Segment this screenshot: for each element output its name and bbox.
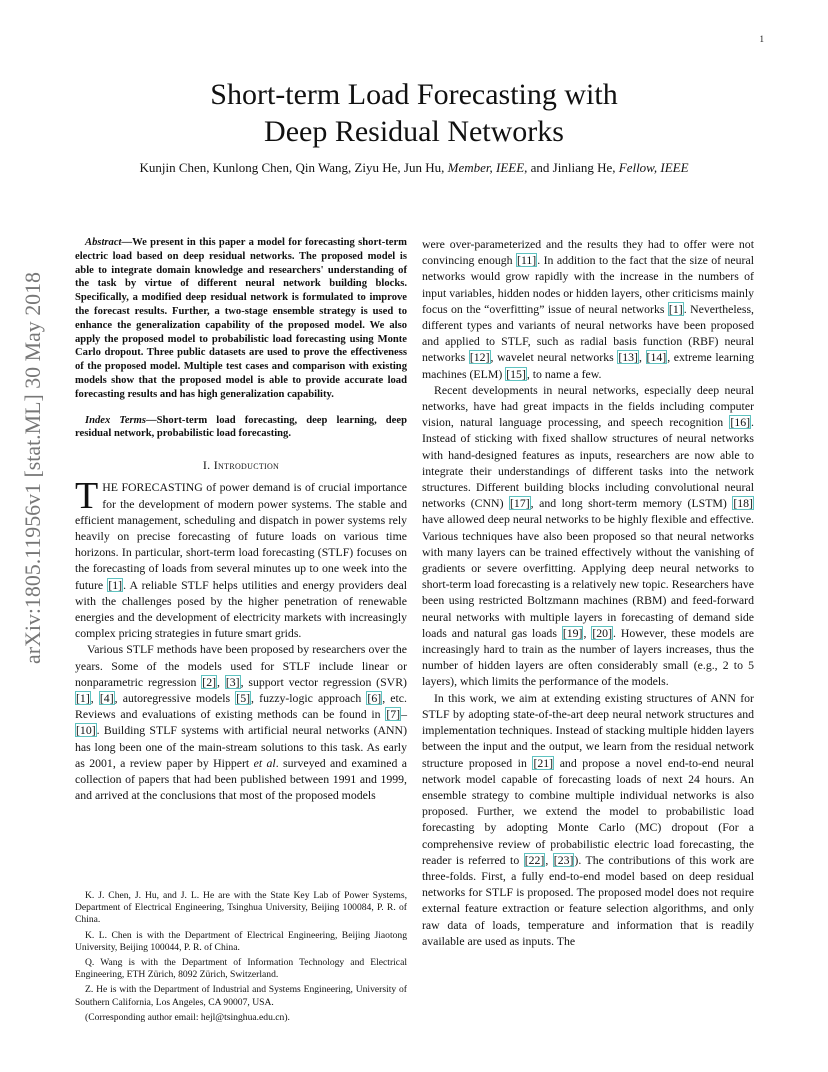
intro-paragraph-2 xyxy=(75,641,407,803)
drop-cap: T xyxy=(75,475,99,518)
citation-link[interactable]: [2] xyxy=(202,674,217,689)
text: In this work, we aim at extending existing structures of ANN for STLF by adopting state-of-the-art deep neural network structures and implementation techniques. Instead of stacking multiple hidden layers between the input and the output, we learn from the residual network structure proposed in xyxy=(422,690,754,770)
footnotes xyxy=(75,890,407,1027)
citation-link[interactable]: [1] xyxy=(668,301,683,316)
footnote-4: Z. He is with the Department of Industrial and Systems Engineering, University of Southern California, Los Angeles, CA 90007, USA. xyxy=(75,984,407,1008)
arxiv-sidebar xyxy=(14,270,48,666)
index-terms-label: Index Terms xyxy=(85,414,147,426)
text: , and long short-term memory (LSTM) xyxy=(530,496,733,511)
citation-link[interactable]: [4] xyxy=(99,691,114,705)
text: , xyxy=(583,625,592,640)
intro-caps: HE FORECASTING xyxy=(102,480,203,495)
citation-link[interactable]: [15] xyxy=(506,366,526,381)
abstract xyxy=(75,236,407,402)
page-number: 1 xyxy=(759,34,764,44)
citation-link[interactable]: [3] xyxy=(225,674,240,689)
text: Various STLF methods have been proposed by researchers over the years. Some of the models used for STLF include linear or nonparametric regression xyxy=(75,642,407,689)
text: , xyxy=(217,674,225,689)
text: Recent developments in neural networks, especially deep neural networks, have had great impacts in the fields including computer vision, natural language processing, and speech recognition xyxy=(422,382,754,430)
left-column xyxy=(75,236,407,803)
citation-link[interactable]: [13] xyxy=(618,350,638,365)
text: . Nevertheless, different types and variants of neural networks have been proposed and applied to STLF, such as radial basis function (RBF) neural networks xyxy=(422,301,754,365)
text: . Building STLF systems with artificial neural networks (ANN) has long been one of the main-stream solutions to this task. As early as 2001, a review paper by Hippert xyxy=(75,723,407,770)
text: of power demand is of crucial importance for the development of modern power systems. The stable and efficient management, scheduling and dispatch in power systems rely heavily on precise forecasting of future loads on various time horizons. In particular, short-term load forecasting (STLF) focuses on the forecasting of loads from several minutes up to one week into the future xyxy=(75,480,407,592)
citation-link[interactable]: [22] xyxy=(524,852,545,867)
text: . Instead of sticking with fixed shallow structures of neural networks with hand-designed features as inputs, researchers are now able to integrate their understandings of different tasks into the network structures. Different building blocks including convolutional neural networks (CNN) xyxy=(422,415,754,511)
footnote-2: K. L. Chen is with the Department of Electrical Engineering, Beijing Jiaotong University, Beijing 100044, P. R. of China. xyxy=(75,929,407,953)
title-line-1: Short-term Load Forecasting with xyxy=(210,78,618,111)
citation-link[interactable]: [17] xyxy=(510,496,530,511)
text: , xyxy=(90,691,99,705)
citation-link[interactable]: [23] xyxy=(553,852,574,867)
text: – xyxy=(401,707,407,722)
text: , etc. Reviews and evaluations of existing methods can be found in xyxy=(75,691,407,722)
citation-link[interactable]: [10] xyxy=(76,723,96,738)
text: , extreme learning machines (ELM) xyxy=(422,350,754,381)
member-ieee: Member, IEEE xyxy=(447,160,525,175)
arxiv-identifier: arXiv:1805.11956v1 [stat.ML] 30 May 2018 xyxy=(20,270,45,664)
citation-link[interactable]: [11] xyxy=(517,253,537,268)
footnote-1: K. J. Chen, J. Hu, and J. L. He are with the State Key Lab of Power Systems, Department of Electrical Engineering, Tsinghua University, Beijing 100084, P. R. of China. xyxy=(75,890,407,926)
footnote-3: Q. Wang is with the Department of Information Technology and Electrical Engineering, ETH Zürich, 8092 Zürich, Switzerland. xyxy=(75,957,407,981)
text: have allowed deep neural networks to be highly flexible and effective. Various techniques have also been proposed so that neural networks with many layers can be trained effectively without the vanishing of gradients or severe overfitting. Applying deep neural networks to short-term load forecasting is a relatively new topic. Researchers have been using restricted Boltzmann machines (RBM) and feed-forward neural networks with multiple layers in forecasting of demand side loads and natural gas loads xyxy=(422,512,754,640)
text: ). The contributions of this work are three-folds. First, a fully end-to-end model based on deep residual networks for STLF is proposed. The proposed model does not require external feature extraction or feature selection algorithms, and only raw data of loads, temperature and information that is readily available are used as inputs. The xyxy=(422,852,754,948)
text: . In addition to the fact that the size of neural networks would grow rapidly with the increase in the numbers of input variables, hidden nodes or hidden layers, other criticisms mainly focus on the “overfitting” issue of neural networks xyxy=(422,253,754,316)
author-list xyxy=(0,160,828,176)
right-paragraph-2 xyxy=(422,382,754,690)
authors-names: Kunjin Chen, Kunlong Chen, Qin Wang, Ziyu He, Jun Hu, xyxy=(139,160,448,175)
citation-link[interactable]: [18] xyxy=(733,496,753,511)
section-heading-introduction xyxy=(75,457,407,473)
text: , to name a few. xyxy=(526,366,602,381)
right-paragraph-3 xyxy=(422,690,754,949)
et-al: et al xyxy=(253,755,276,770)
right-column xyxy=(422,236,754,949)
abstract-label: Abstract xyxy=(85,237,122,248)
text: . However, these models are increasingly hard to train as the number of layers increases, thus the number of hidden layers are often considerably small (e.g., 2 to 5 layers), which limits the performance of the models. xyxy=(422,625,754,689)
citation-link[interactable]: [6] xyxy=(367,691,382,705)
citation-link[interactable]: [16] xyxy=(730,415,751,430)
text: , autoregressive models xyxy=(114,691,236,705)
citation-link[interactable]: [12] xyxy=(469,350,490,365)
text: , support vector regression (SVR) xyxy=(240,674,407,689)
intro-paragraph-1 xyxy=(75,475,407,641)
section-title: Introduction xyxy=(213,458,280,473)
citation-link[interactable]: [7] xyxy=(386,707,401,722)
citation-link[interactable]: [1] xyxy=(76,691,90,705)
citation-link[interactable]: [21] xyxy=(533,755,554,770)
citation-link[interactable]: [1] xyxy=(108,577,123,592)
section-number: I. xyxy=(202,458,214,473)
authors-and: , and Jinliang He, xyxy=(524,160,619,175)
index-terms-text: —Short-term load forecasting, deep learning, deep residual network, probabilistic load forecasting. xyxy=(75,414,407,440)
footnote-5: (Corresponding author email: hejl@tsinghua.edu.cn). xyxy=(85,1011,290,1023)
citation-link[interactable]: [20] xyxy=(592,625,612,640)
text: , fuzzy-logic approach xyxy=(251,691,367,705)
text: , xyxy=(545,852,553,867)
citation-link[interactable]: [5] xyxy=(236,691,251,705)
abstract-text: —We present in this paper a model for forecasting short-term electric load based on deep residual networks. The proposed model is able to integrate domain knowledge and researchers' understanding of the task by virtue of different neural network building blocks. Specifically, a modified deep residual network is formulated to improve the forecast results. Further, a two-stage ensemble strategy is used to enhance the generalization capability of the proposed model. We also apply the proposed model to probabilistic load forecasting using Monte Carlo dropout. Three public datasets are used to prove the effectiveness of the proposed model. Multiple test cases and comparison with existing models show that the proposed model is able to provide accurate load forecasting results and has high generalization capability. xyxy=(75,237,407,400)
right-paragraph-1 xyxy=(422,236,754,382)
fellow-ieee: Fellow, IEEE xyxy=(618,160,689,175)
index-terms xyxy=(75,414,407,442)
title-line-2: Deep Residual Networks xyxy=(264,115,564,148)
text: , xyxy=(638,350,646,365)
citation-link[interactable]: [19] xyxy=(562,625,583,640)
text: . A reliable STLF helps utilities and energy providers deal with the challenges posed by the higher penetration of renewable energies and the development of electricity markets with increasingly complex pricing strategies in future smart grids. xyxy=(75,577,407,641)
paper-title xyxy=(0,76,828,150)
text: , wavelet neural networks xyxy=(490,350,618,365)
text: were over-parameterized and the results they had to offer were not convincing enough xyxy=(422,237,754,268)
citation-link[interactable]: [14] xyxy=(646,350,667,365)
text: and propose a novel end-to-end neural network model capable of forecasting loads of next 24 hours. An ensemble strategy to combine multiple individual networks is also proposed. Further, we extend the model to probabilistic load forecasting by adopting Monte Carlo (MC) dropout (For a comprehensive review of probabilistic electric load forecasting, the reader is referred to xyxy=(422,755,754,867)
text: . surveyed and examined a collection of papers that had been published between 1991 and 1999, and arrived at the conclusions that most of the proposed models xyxy=(75,755,407,803)
